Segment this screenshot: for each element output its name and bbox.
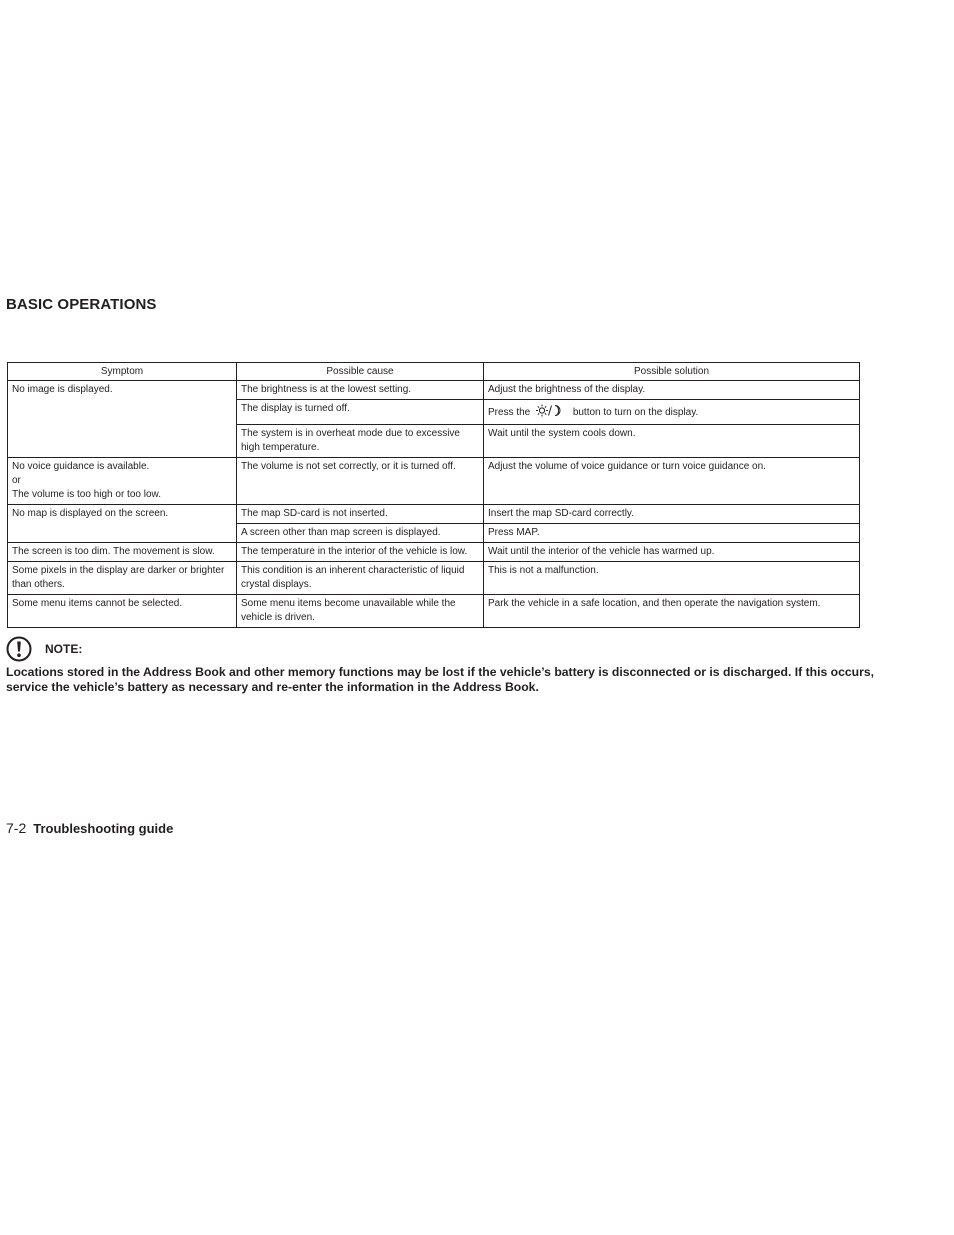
cause-cell: This condition is an inherent characteristic of liquid crystal displays. <box>237 562 484 595</box>
table-row <box>8 595 860 628</box>
solution-cell: Press MAP. <box>484 524 860 543</box>
symptom-cell: No map is displayed on the screen. <box>8 505 237 543</box>
table-header-row <box>8 363 860 381</box>
header-possible-solution: Possible solution <box>484 363 860 381</box>
header-symptom: Symptom <box>8 363 237 381</box>
page-footer <box>6 820 173 836</box>
solution-text-post: button to turn on the display. <box>572 407 699 418</box>
solution-cell <box>484 400 860 425</box>
cause-cell: The temperature in the interior of the vehicle is low. <box>237 543 484 562</box>
cause-cell: A screen other than map screen is displayed. <box>237 524 484 543</box>
symptom-cell: No image is displayed. <box>8 381 237 458</box>
page-number: 7-2 <box>6 820 27 836</box>
solution-cell: Adjust the volume of voice guidance or turn voice guidance on. <box>484 458 860 505</box>
symptom-line: No voice guidance is available. <box>12 461 150 472</box>
symptom-line: or <box>12 475 21 486</box>
cause-cell: The system is in overheat mode due to excessive high temperature. <box>237 425 484 458</box>
table-row <box>8 543 860 562</box>
symptom-cell: Some menu items cannot be selected. <box>8 595 237 628</box>
cause-cell: The brightness is at the lowest setting. <box>237 381 484 400</box>
note-header <box>6 636 906 662</box>
solution-cell: Park the vehicle in a safe location, and then operate the navigation system. <box>484 595 860 628</box>
symptom-line: The volume is too high or too low. <box>12 489 161 500</box>
symptom-cell <box>8 458 237 505</box>
header-possible-cause: Possible cause <box>237 363 484 381</box>
table-row <box>8 381 860 400</box>
solution-cell: Adjust the brightness of the display. <box>484 381 860 400</box>
note-text: Locations stored in the Address Book and other memory functions may be lost if the vehicle’s battery is disconnected or is discharged. If this occurs, service the vehicle’s battery as necessary and re-enter the information in the Address Book. <box>6 665 874 694</box>
chapter-title: Troubleshooting guide <box>33 821 174 836</box>
brightness-day-night-icon <box>536 404 562 422</box>
solution-cell: Wait until the interior of the vehicle has warmed up. <box>484 543 860 562</box>
solution-cell: This is not a malfunction. <box>484 562 860 595</box>
symptom-cell: Some pixels in the display are darker or brighter than others. <box>8 562 237 595</box>
solution-text-pre: Press the <box>488 407 531 418</box>
troubleshooting-table <box>7 362 860 628</box>
cause-cell: The display is turned off. <box>237 400 484 425</box>
section-title: BASIC OPERATIONS <box>6 296 157 313</box>
table-row <box>8 562 860 595</box>
cause-cell: The volume is not set correctly, or it is turned off. <box>237 458 484 505</box>
cause-cell: The map SD-card is not inserted. <box>237 505 484 524</box>
solution-cell: Insert the map SD-card correctly. <box>484 505 860 524</box>
cause-cell: Some menu items become unavailable while the vehicle is driven. <box>237 595 484 628</box>
solution-cell: Wait until the system cools down. <box>484 425 860 458</box>
table-row <box>8 458 860 505</box>
caution-exclamation-icon <box>6 636 32 662</box>
note-label: NOTE: <box>45 642 83 656</box>
table-row <box>8 505 860 524</box>
note-block <box>6 636 906 695</box>
symptom-cell: The screen is too dim. The movement is slow. <box>8 543 237 562</box>
